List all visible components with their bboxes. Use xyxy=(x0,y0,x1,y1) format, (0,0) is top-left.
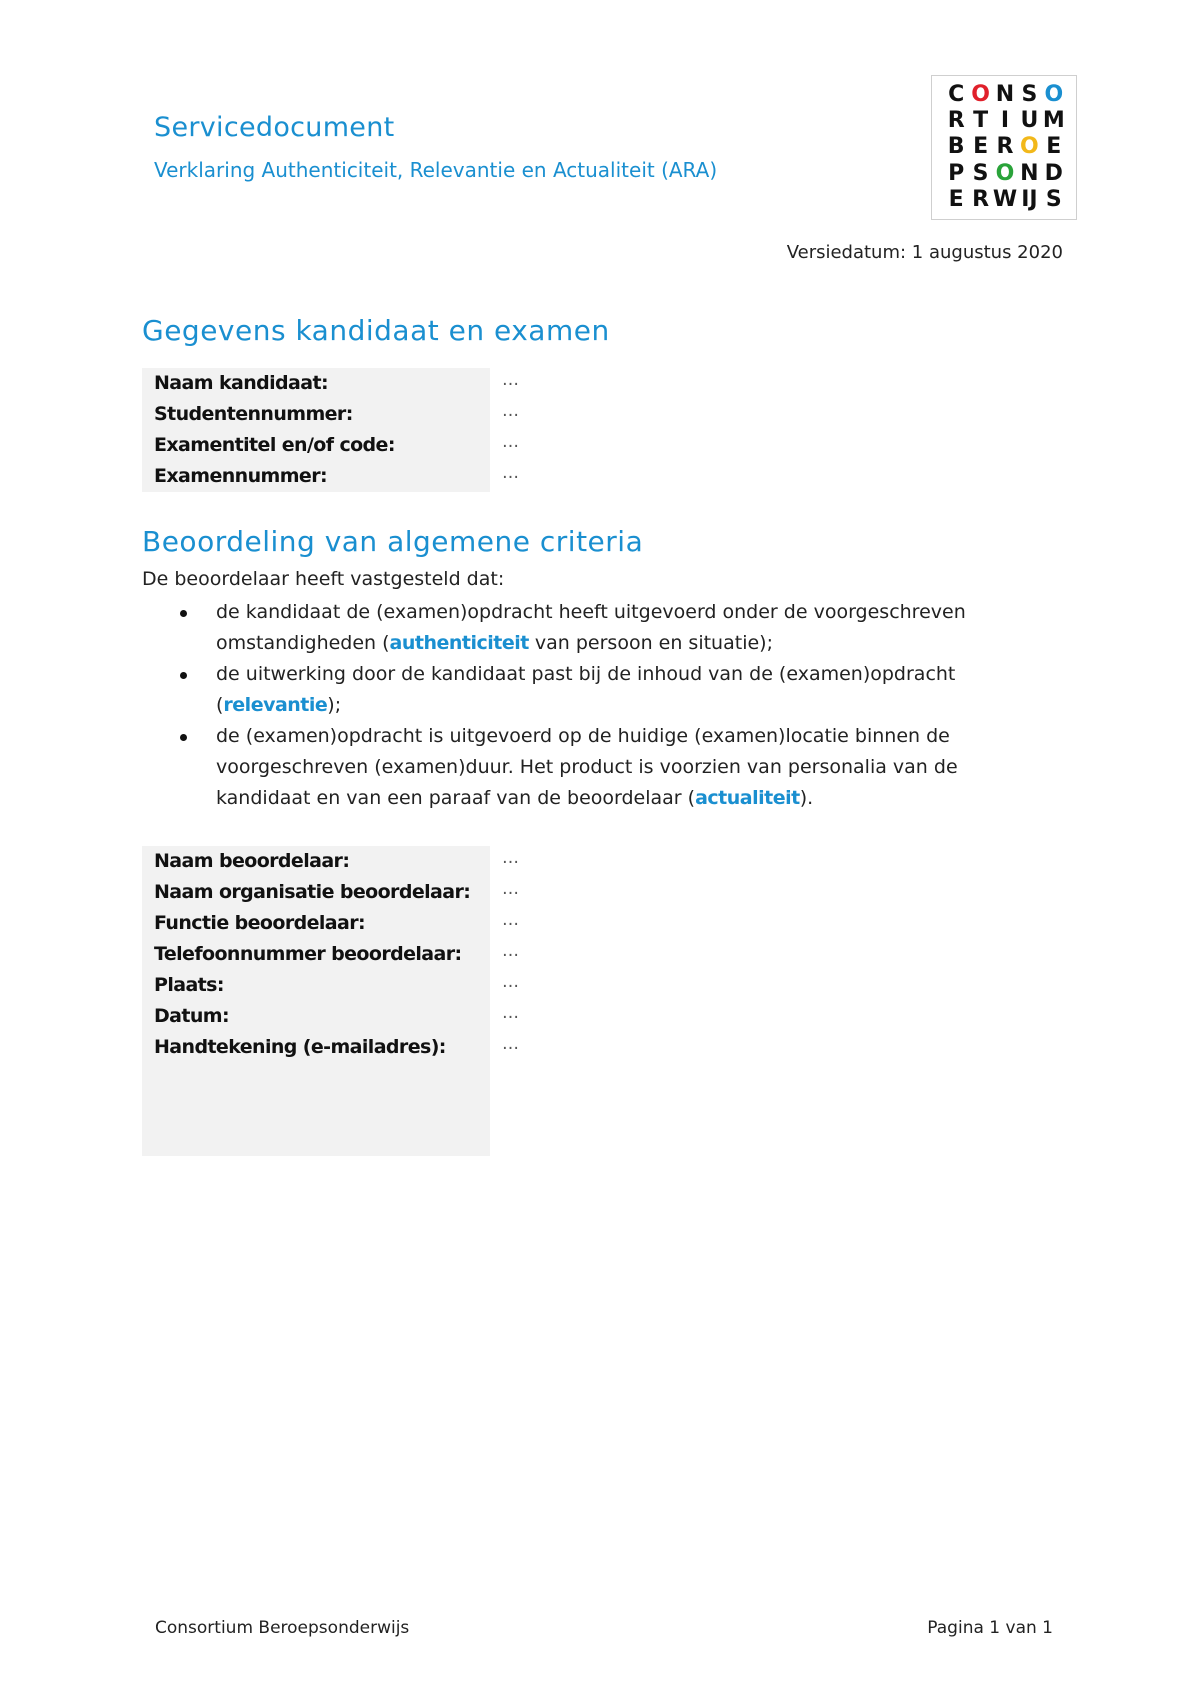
form-label: Naam kandidaat: xyxy=(154,372,328,394)
logo-letter: IJ xyxy=(1021,186,1038,212)
criteria-text: van persoon en situatie); xyxy=(528,632,773,654)
criteria-intro: De beoordelaar heeft vastgesteld dat: xyxy=(142,568,505,590)
logo-letter: R xyxy=(947,108,965,134)
criteria-keyword: actualiteit xyxy=(695,787,800,809)
logo-letter: E xyxy=(973,134,989,160)
form-value[interactable]: … xyxy=(502,1034,519,1054)
form-row xyxy=(142,877,642,908)
form-row xyxy=(142,461,642,492)
form-label: Naam beoordelaar: xyxy=(154,850,350,872)
form-label: Examennummer: xyxy=(154,465,327,487)
logo-letter: R xyxy=(972,186,990,212)
form-row xyxy=(142,430,642,461)
logo-letter: E xyxy=(948,186,964,212)
form-label: Naam organisatie beoordelaar: xyxy=(154,881,471,903)
criteria-keyword: relevantie xyxy=(223,694,328,716)
criteria-keyword: authenticiteit xyxy=(389,632,529,654)
form-value[interactable]: … xyxy=(502,941,519,961)
criteria-text: ). xyxy=(799,787,814,809)
logo-letter: T xyxy=(973,108,989,134)
form-row xyxy=(142,939,642,970)
form-row xyxy=(142,970,642,1001)
form-value[interactable]: … xyxy=(502,463,519,483)
form-label: Studentennummer: xyxy=(154,403,353,425)
criteria-item xyxy=(142,721,1022,814)
version-date: Versiedatum: 1 augustus 2020 xyxy=(786,242,1063,263)
form-row xyxy=(142,1001,642,1032)
form-value[interactable]: … xyxy=(502,910,519,930)
form-value[interactable]: … xyxy=(502,879,519,899)
logo-letter: M xyxy=(1042,108,1065,134)
logo-letter: R xyxy=(996,134,1014,160)
form-label: Functie beoordelaar: xyxy=(154,912,366,934)
section-heading-candidate: Gegevens kandidaat en examen xyxy=(142,314,610,347)
criteria-list xyxy=(142,597,1022,814)
criteria-text: de (examen)opdracht is uitgevoerd op de huidige (examen)locatie binnen de voorgeschreven (examen)duur. Het product is voorzien van personalia van de kandidaat en van een paraaf van de beoordelaar ( xyxy=(216,725,958,809)
form-row xyxy=(142,846,642,877)
footer-organization: Consortium Beroepsonderwijs xyxy=(155,1618,410,1638)
criteria-text: de kandidaat de (examen)opdracht heeft uitgevoerd onder de voorgeschreven omstandigheden ( xyxy=(216,601,966,654)
logo-letter: O xyxy=(1020,134,1039,160)
logo-letter: N xyxy=(1020,160,1039,186)
logo-letter: P xyxy=(948,160,965,186)
form-value[interactable]: … xyxy=(502,972,519,992)
criteria-item xyxy=(142,597,1022,659)
logo-letter: E xyxy=(1046,134,1062,160)
form-label: Examentitel en/of code: xyxy=(154,434,395,456)
logo-letter: D xyxy=(1044,160,1063,186)
assessor-info-table xyxy=(142,846,642,1063)
logo-letter: S xyxy=(1045,186,1062,212)
section-heading-criteria: Beoordeling van algemene criteria xyxy=(142,525,644,558)
logo-letter: W xyxy=(992,186,1018,212)
form-value[interactable]: … xyxy=(502,848,519,868)
consortium-logo xyxy=(931,75,1077,220)
form-row xyxy=(142,399,642,430)
criteria-text: ); xyxy=(327,694,342,716)
form-value[interactable]: … xyxy=(502,1003,519,1023)
bullet-icon xyxy=(180,610,187,617)
logo-letter: U xyxy=(1020,108,1039,134)
criteria-item xyxy=(142,659,1022,721)
document-title: Servicedocument xyxy=(154,112,395,143)
footer-page-number: Pagina 1 van 1 xyxy=(927,1618,1053,1638)
form-value[interactable]: … xyxy=(502,432,519,452)
form-row xyxy=(142,368,642,399)
form-row xyxy=(142,908,642,939)
logo-letter: O xyxy=(971,82,990,107)
logo-letter: O xyxy=(995,160,1015,186)
candidate-info-table xyxy=(142,368,642,492)
criteria-text: de uitwerking door de kandidaat past bij de inhoud van de (examen)opdracht ( xyxy=(216,663,956,716)
form-label: Handtekening (e-mailadres): xyxy=(154,1036,446,1058)
form-label: Telefoonnummer beoordelaar: xyxy=(154,943,462,965)
document-subtitle: Verklaring Authenticiteit, Relevantie en Actualiteit (ARA) xyxy=(154,158,718,182)
logo-letter: S xyxy=(1021,82,1038,107)
form-row xyxy=(142,1032,642,1063)
form-label: Plaats: xyxy=(154,974,224,996)
bullet-icon xyxy=(180,672,187,679)
logo-letter: O xyxy=(1044,82,1064,107)
form-label: Datum: xyxy=(154,1005,229,1027)
bullet-icon xyxy=(180,734,187,741)
form-value[interactable]: … xyxy=(502,401,519,421)
logo-letter: C xyxy=(948,82,965,107)
logo-letter: I xyxy=(1000,108,1010,134)
logo-letter: S xyxy=(972,160,989,186)
form-value[interactable]: … xyxy=(502,370,519,390)
logo-letter: N xyxy=(995,82,1015,107)
logo-letter: B xyxy=(947,134,965,160)
